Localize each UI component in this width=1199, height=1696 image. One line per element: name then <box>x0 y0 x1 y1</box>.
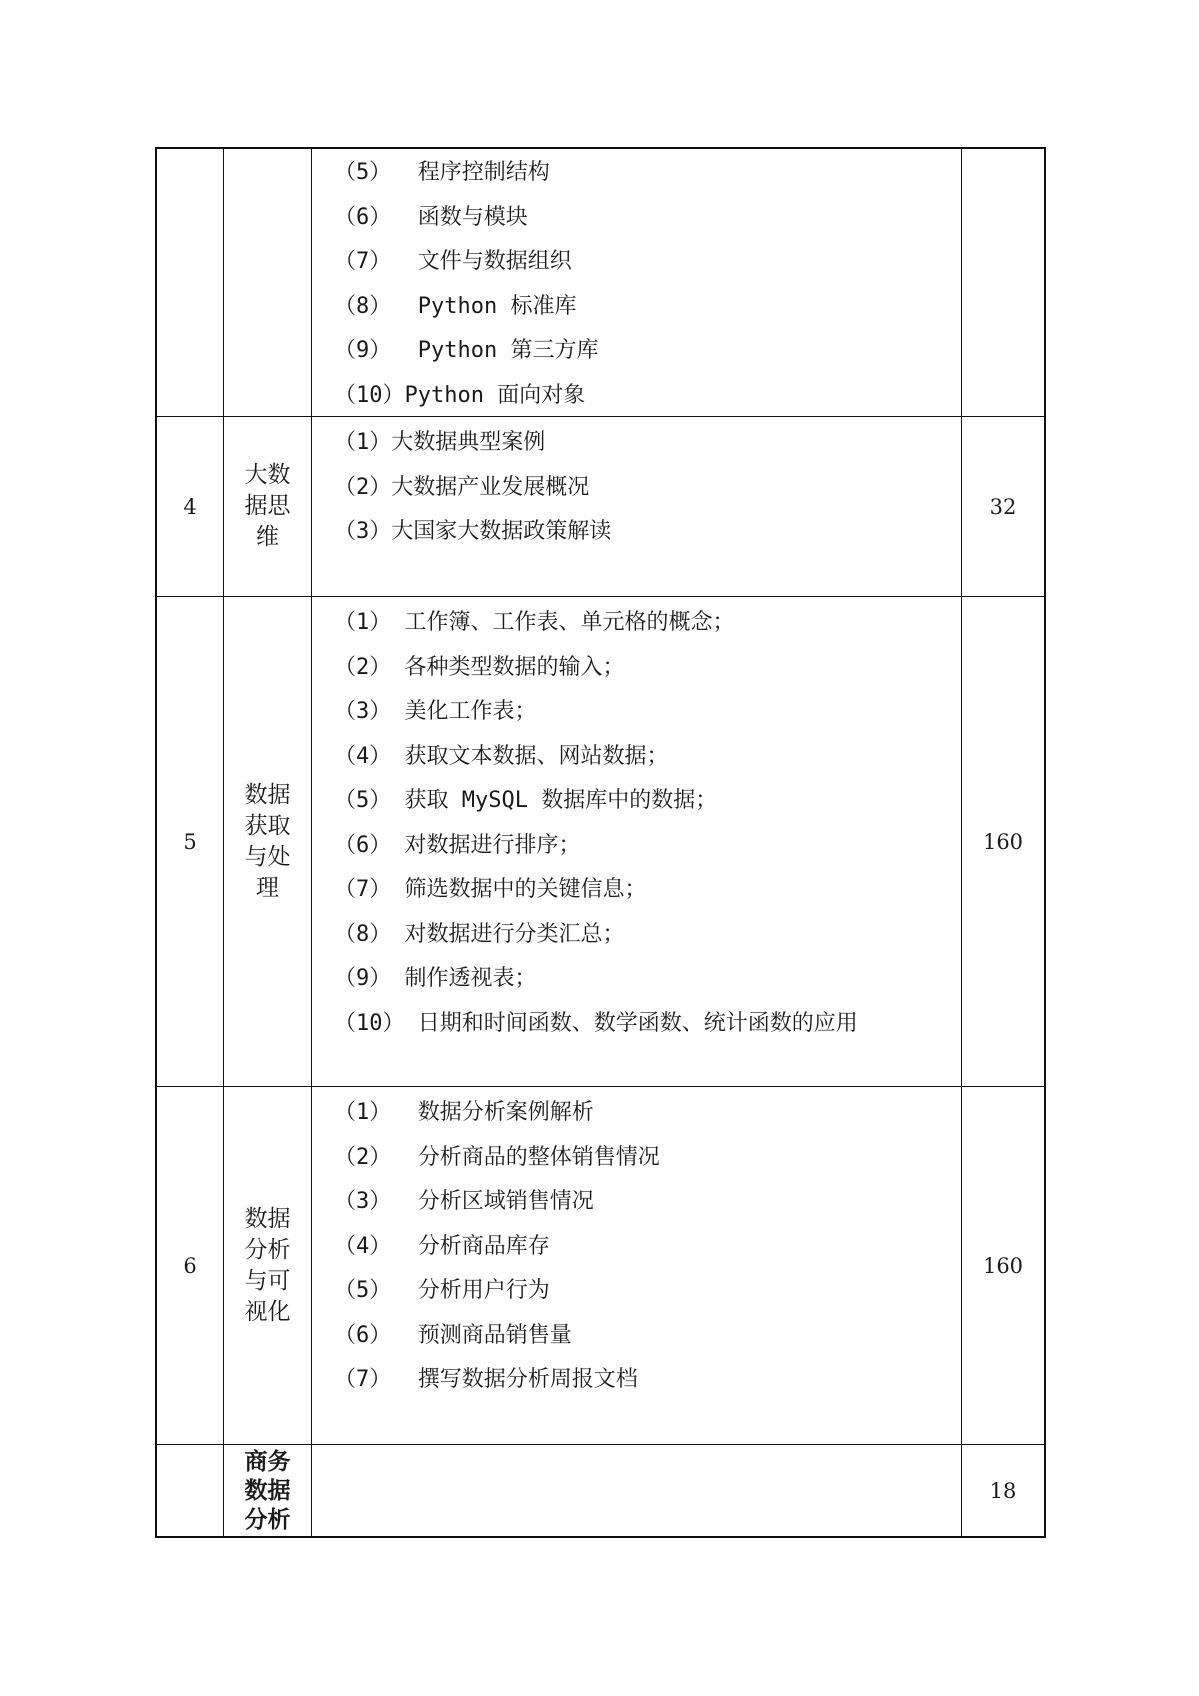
content-list <box>334 157 598 424</box>
list-item: （9） 制作透视表； <box>334 966 537 991</box>
list-item: （10） 日期和时间函数、数学函数、统计函数的应用 <box>334 1010 858 1036</box>
course-name: 大数据思维 <box>244 462 291 550</box>
hours-cell <box>962 597 1044 1086</box>
table-row <box>157 417 1044 597</box>
list-item: （2）大数据产业发展概况 <box>334 474 590 500</box>
hours-cell <box>962 1445 1044 1536</box>
row-number: 5 <box>183 829 197 854</box>
hours-value: 160 <box>982 1253 1024 1278</box>
list-item: （8） Python 标准库 <box>334 293 577 319</box>
course-table <box>155 147 1046 1538</box>
course-name: 数据分析与可视化 <box>244 1205 291 1325</box>
course-name: 数据获取与处理 <box>244 781 291 901</box>
content-list <box>334 427 611 561</box>
row-number: 6 <box>183 1253 197 1278</box>
list-item: （7） 撰写数据分析周报文档 <box>334 1367 638 1392</box>
content-cell <box>312 1445 962 1536</box>
list-item: （6） 函数与模块 <box>334 204 528 230</box>
content-list <box>334 1097 660 1409</box>
hours-value: 32 <box>989 494 1017 519</box>
course-name: 商务数据分析 <box>244 1448 291 1533</box>
course-name-cell <box>224 1087 312 1444</box>
content-cell <box>312 149 962 416</box>
course-name-cell <box>224 1445 312 1536</box>
row-number-cell <box>157 1087 224 1444</box>
list-item: （3） 美化工作表； <box>334 699 537 724</box>
table-row <box>157 597 1044 1087</box>
list-item: （5） 获取 MySQL 数据库中的数据； <box>334 788 718 813</box>
content-cell <box>312 417 962 596</box>
list-item: （7） 筛选数据中的关键信息； <box>334 877 647 902</box>
list-item: （6） 预测商品销售量 <box>334 1322 572 1348</box>
list-item: （5） 程序控制结构 <box>334 160 550 185</box>
list-item: （3） 分析区域销售情况 <box>334 1189 594 1214</box>
course-name-cell <box>224 597 312 1086</box>
row-number-cell <box>157 1445 224 1536</box>
table-row <box>157 1087 1044 1445</box>
list-item: （4） 获取文本数据、网站数据； <box>334 743 669 769</box>
list-item: （7） 文件与数据组织 <box>334 249 572 274</box>
list-item: （1） 工作簿、工作表、单元格的概念； <box>334 610 735 635</box>
content-list <box>334 607 858 1052</box>
row-number-cell <box>157 597 224 1086</box>
table-row <box>157 149 1044 417</box>
content-cell <box>312 1087 962 1444</box>
course-name-cell <box>224 149 312 416</box>
list-item: （6） 对数据进行排序； <box>334 832 581 858</box>
course-name-cell <box>224 417 312 596</box>
hours-value: 160 <box>982 829 1024 854</box>
list-item: （1） 数据分析案例解析 <box>334 1100 594 1125</box>
list-item: （8） 对数据进行分类汇总； <box>334 921 625 947</box>
list-item: （9） Python 第三方库 <box>334 338 599 363</box>
hours-value: 18 <box>989 1478 1017 1503</box>
list-item: （5） 分析用户行为 <box>334 1278 550 1303</box>
list-item: （10）Python 面向对象 <box>334 382 586 408</box>
list-item: （4） 分析商品库存 <box>334 1233 550 1259</box>
hours-cell <box>962 1087 1044 1444</box>
list-item: （1）大数据典型案例 <box>334 430 546 455</box>
table-row <box>157 1445 1044 1536</box>
row-number-cell <box>157 149 224 416</box>
list-item: （2） 各种类型数据的输入； <box>334 654 625 680</box>
list-item: （3）大国家大数据政策解读 <box>334 519 612 544</box>
hours-cell <box>962 417 1044 596</box>
content-cell <box>312 597 962 1086</box>
row-number-cell <box>157 417 224 596</box>
hours-cell <box>962 149 1044 416</box>
list-item: （2） 分析商品的整体销售情况 <box>334 1144 660 1170</box>
row-number: 4 <box>183 494 197 519</box>
